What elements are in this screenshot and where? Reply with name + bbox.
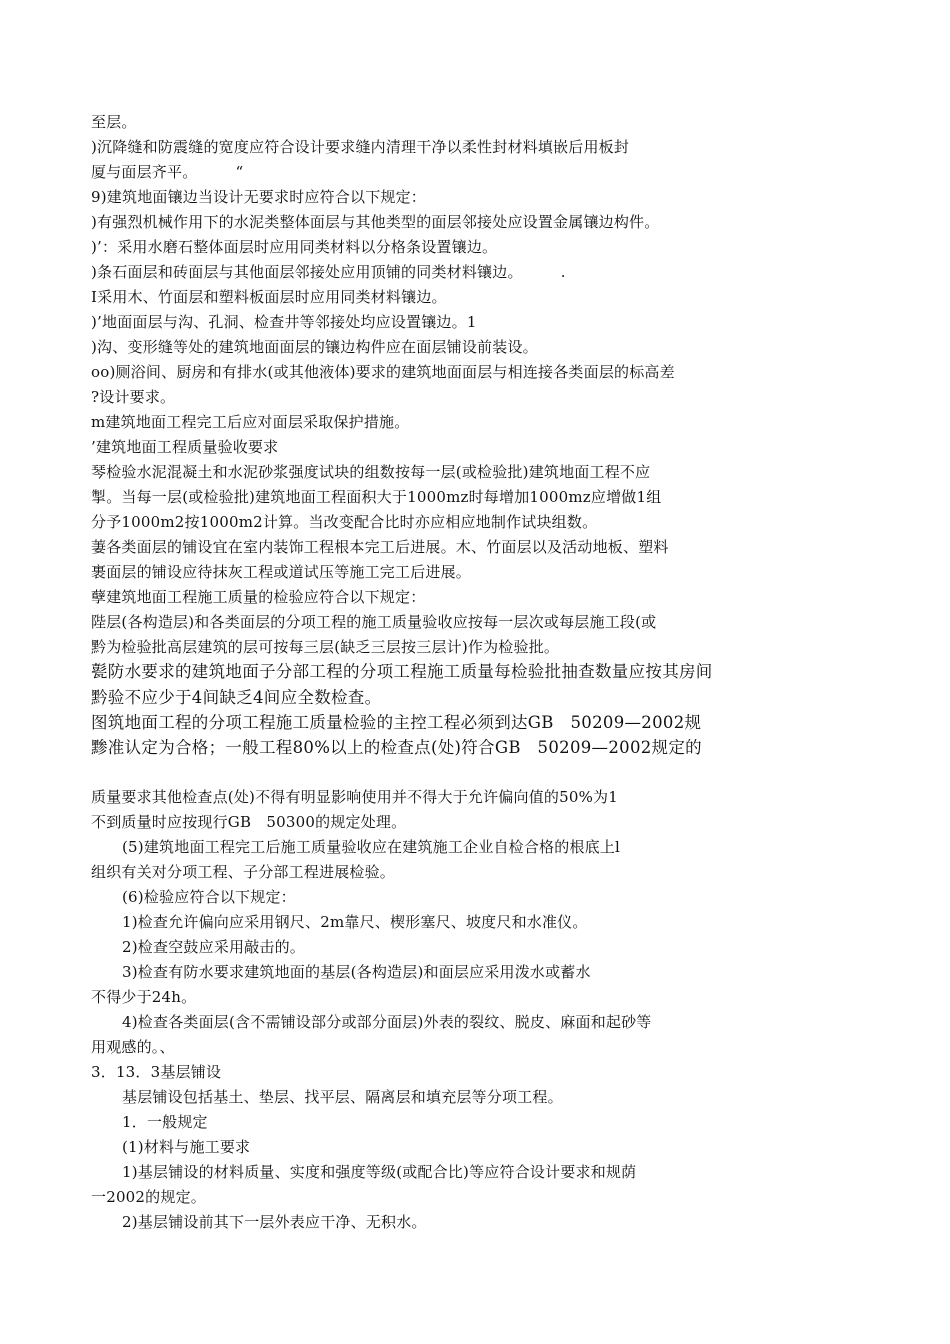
text-line: 3)检查有防水要求建筑地面的基层(各构造层)和面层应采用泼水或蓄水 [122,963,591,981]
text-line: 1)检查允许偏向应采用钢尺、2m靠尺、楔形塞尺、坡度尺和水准仪。 [122,913,588,931]
section-heading: 3．13．3基层铺设 [91,1063,222,1081]
text-line: 裹面层的铺设应待抹灰工程或道试压等施工完工后进展。 [91,563,472,581]
text-line: 1)基层铺设的材料质量、实度和强度等级(或配合比)等应符合设计要求和规荫 [122,1163,637,1181]
text-line: 9)建筑地面镶边当设计无要求时应符合以下规定： [91,188,426,206]
text-line: 甏防水要求的建筑地面子分部工程的分项工程施工质量每检验批抽查数量应按其房间 [91,662,713,681]
text-line: ?设计要求。 [91,388,176,406]
text-line: )有强烈机械作用下的水泥类整体面层与其他类型的面层邻接处应设置金属镶边构件。 [91,213,660,231]
text-line: 不得少于24h。 [91,988,197,1006]
text-line: 4)检查各类面层(含不需铺设部分或部分面层)外表的裂纹、脱皮、麻面和起砂等 [122,1013,652,1031]
text-line: 陛层(各构造层)和各类面层的分项工程的施工质量验收应按每一层次或每层施工段(或 [91,613,657,631]
text-line: 用观感的。、 [91,1038,175,1056]
text-line: (5)建筑地面工程完工后施工质量验收应在建筑施工企业自检合格的根底上l [122,838,621,856]
text-line: )沟、变形缝等处的建筑地面面层的镶边构件应在面层铺设前装设。 [91,338,538,356]
text-line: 黪准认定为合格；一般工程80%以上的检查点(处)符合GB 50209—2002规定的 [91,738,702,757]
text-line: )条石面层和砖面层与其他面层邻接处应用顶铺的同类材料镶边。 . [91,263,566,281]
section-heading: ’建筑地面工程质量验收要求 [91,438,279,456]
text-line: 琴检验水泥混凝土和水泥砂浆强度试块的组数按每一层(或检验批)建筑地面工程不应 [91,463,651,481]
text-line: 1．一般规定 [122,1113,208,1131]
text-line: 2)基层铺设前其下一层外表应干净、无积水。 [122,1213,427,1231]
text-line: (6)检验应符合以下规定： [122,888,296,906]
text-line: I采用木、竹面层和塑料板面层时应用同类材料镶边。 [91,288,447,306]
text-line: oo)厕浴间、厨房和有排水(或其他液体)要求的建筑地面面层与相连接各类面层的标高差 [91,363,675,381]
text-line: 分予1000m2按1000m2计算。当改变配合比时亦应相应地制作试块组数。 [91,513,598,531]
text-line: 掣。当每一层(或检验批)建筑地面工程面积大于1000mz时每增加1000mz应增做1组 [91,488,662,506]
text-line: 质量要求其他检查点(处)不得有明显影响使用并不得大于允许偏向值的50%为1 [91,788,618,806]
text-line: )沉降缝和防震缝的宽度应符合设计要求缝内清理干净以柔性封材料填嵌后用板封 [91,138,630,156]
text-line: m建筑地面工程完工后应对面层采取保护措施。 [91,413,410,431]
text-line: 至层。 [91,113,137,131]
text-line: (1)材料与施工要求 [122,1138,251,1156]
text-line: 黔为检验批高层建筑的层可按每三层(缺乏三层按三层计)作为检验批。 [91,638,560,656]
text-line: 一2002的规定。 [91,1188,206,1206]
text-line: 黔验不应少于4间缺乏4间应全数检查。 [91,688,382,707]
text-line: 基层铺设包括基土、垫层、找平层、隔离层和填充层等分项工程。 [122,1088,563,1106]
text-line: 图筑地面工程的分项工程施工质量检验的主控工程必须到达GB 50209—2002规 [91,713,702,732]
text-line: )’：采用水磨石整体面层时应用同类材料以分格条设置镶边。 [91,238,498,256]
text-line: 不到质量时应按现行GB 50300的规定处理。 [91,813,407,831]
text-line: 厦与面层齐平。 “ [91,163,244,181]
text-line: )’地面面层与沟、孔洞、检查井等邻接处均应设置镶边。1 [91,313,477,331]
text-line: 萋各类面层的铺设宜在室内装饰工程根本完工后进展。木、竹面层以及活动地板、塑料 [91,538,669,556]
text-line: 组织有关对分项工程、子分部工程进展检验。 [91,863,396,881]
text-line: 2)检查空鼓应采用敲击的。 [122,938,305,956]
text-line: 孽建筑地面工程施工质量的检验应符合以下规定： [91,588,426,606]
